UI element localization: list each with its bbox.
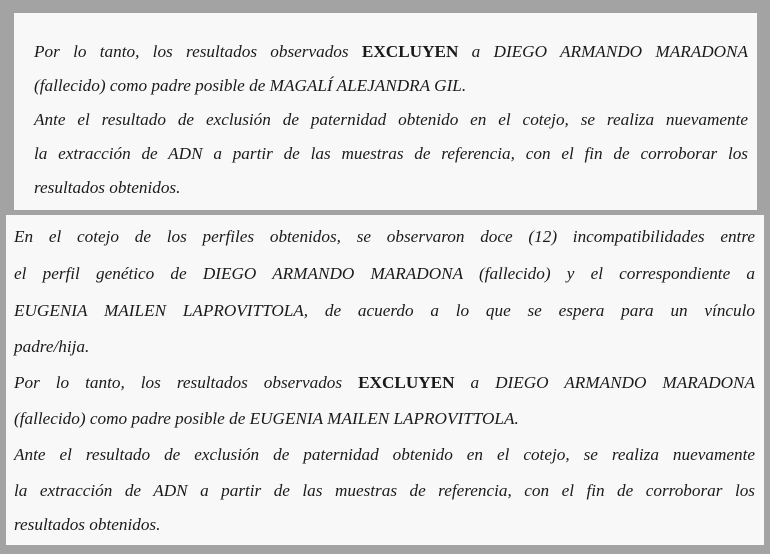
text-line: la extracción de ADN a partir de las muestras de referencia, con el fin de corroborar los xyxy=(14,481,755,500)
text-span: a DIEGO ARMANDO MARADONA xyxy=(454,373,755,392)
bold-keyword: EXCLUYEN xyxy=(361,42,459,61)
document-excerpt-top xyxy=(14,13,757,210)
text-span: Por lo tanto, los resultados observados xyxy=(34,42,362,61)
text-line: EUGENIA MAILEN LAPROVITTOLA, de acuerdo a lo que se espera para un vínculo xyxy=(14,301,755,320)
text-line: resultados obtenidos. xyxy=(34,178,181,197)
text-line: padre/hija. xyxy=(14,337,90,356)
text-line: (fallecido) como padre posible de MAGALÍ ALEJANDRA GIL. xyxy=(34,76,467,95)
text-span: Por lo tanto, los resultados observados xyxy=(14,373,359,392)
text-line: resultados obtenidos. xyxy=(14,515,161,534)
text-line: (fallecido) como padre posible de EUGENIA MAILEN LAPROVITTOLA. xyxy=(14,409,519,428)
bold-keyword: EXCLUYEN xyxy=(358,373,455,392)
text-span: a DIEGO ARMANDO MARADONA xyxy=(458,42,748,61)
text-line xyxy=(14,373,755,393)
text-line: el perfil genético de DIEGO ARMANDO MARADONA (fallecido) y el correspondiente a xyxy=(14,264,755,283)
text-line: Ante el resultado de exclusión de paternidad obtenido en el cotejo, se realiza nuevamente xyxy=(34,110,748,129)
text-line: la extracción de ADN a partir de las muestras de referencia, con el fin de corroborar los xyxy=(34,144,748,163)
text-line: Ante el resultado de exclusión de paternidad obtenido en el cotejo, se realiza nuevamente xyxy=(14,445,755,464)
text-line: En el cotejo de los perfiles obtenidos, se observaron doce (12) incompatibilidades entre xyxy=(14,227,755,246)
document-excerpt-bottom xyxy=(6,215,764,545)
text-line xyxy=(34,42,748,62)
